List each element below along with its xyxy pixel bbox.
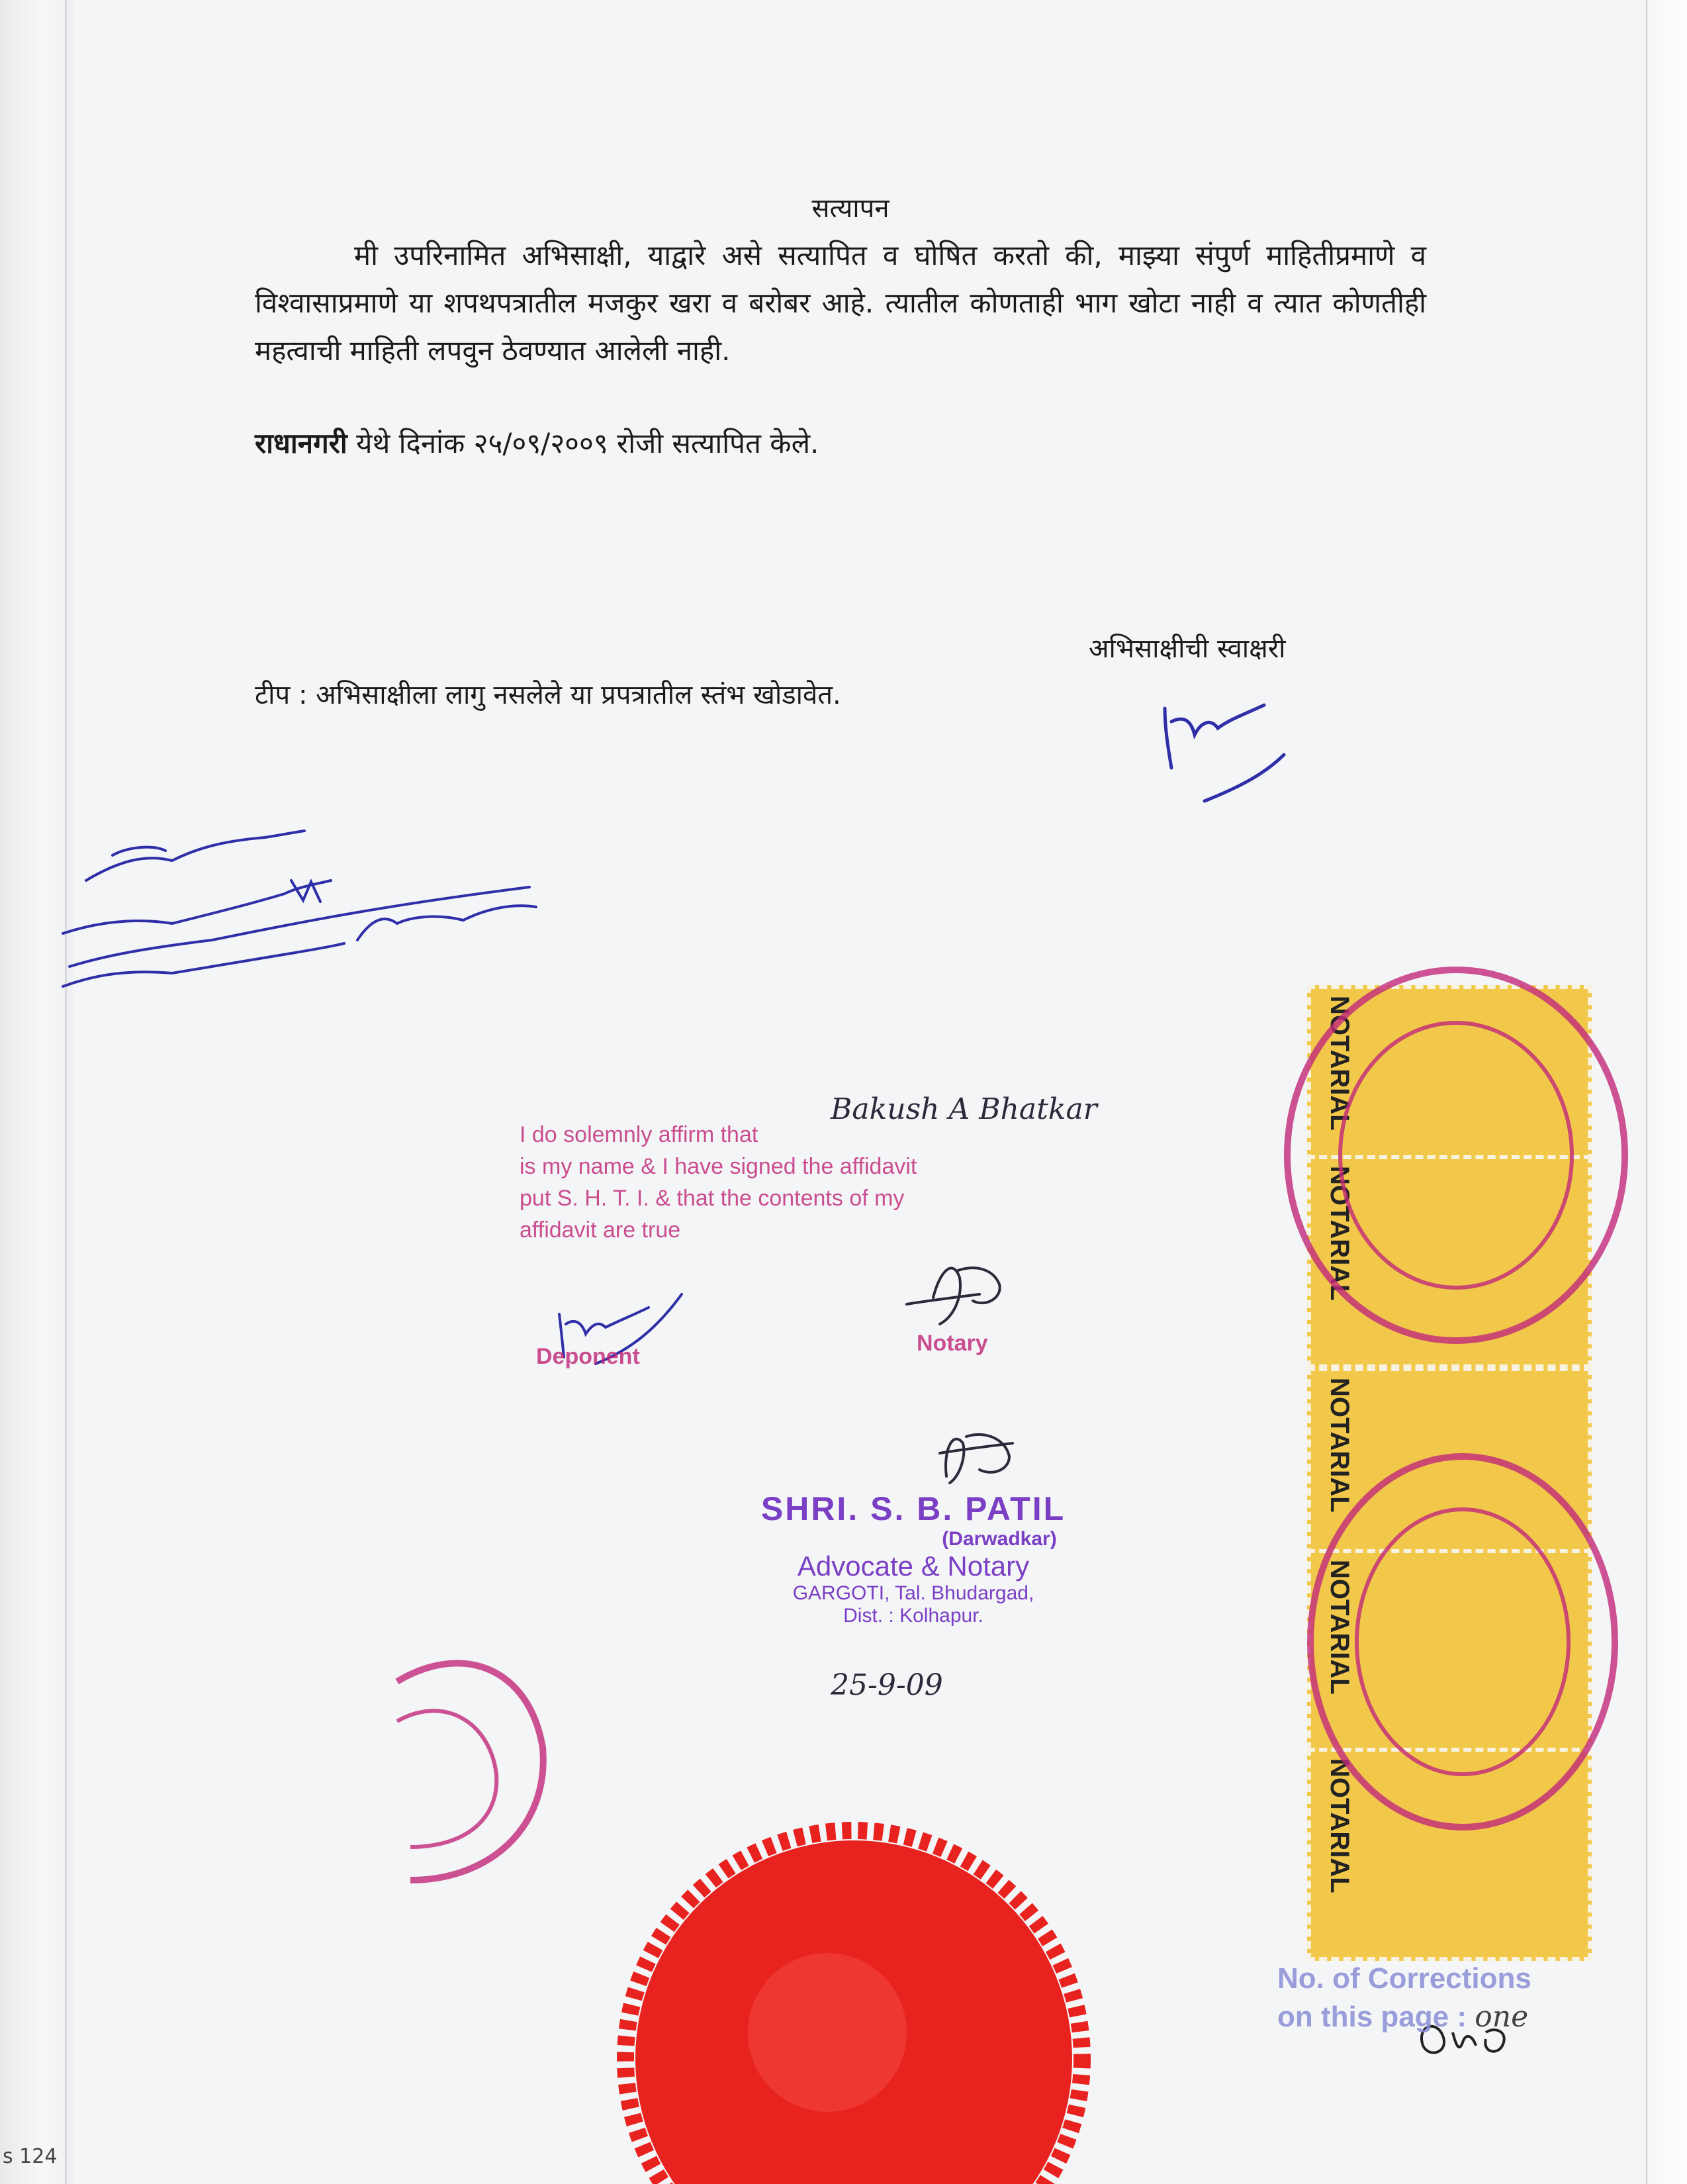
notary-label: Notary bbox=[917, 1331, 988, 1356]
affirmation-line-4: affidavit are true bbox=[520, 1217, 681, 1243]
notarial-stamp: NOTARIAL bbox=[1307, 1367, 1592, 1580]
notarial-stamp: NOTARIAL bbox=[1307, 1155, 1592, 1368]
place-name: राधानगरी bbox=[255, 427, 347, 459]
advocate-alias: (Darwadkar) bbox=[942, 1528, 1057, 1550]
notarial-stamp: NOTARIAL bbox=[1307, 1549, 1592, 1762]
advocate-name: SHRI. S. B. PATIL bbox=[760, 1490, 1066, 1527]
advocate-stamp bbox=[728, 1490, 1099, 1627]
dateline-text: येथे दिनांक २५/०९/२००९ रोजी सत्यापित केले. bbox=[347, 427, 819, 459]
affirmation-line-3: put S. H. T. I. & that the contents of my bbox=[520, 1186, 905, 1211]
deponent-signature-label: अभिसाक्षीची स्वाक्षरी bbox=[1089, 634, 1286, 664]
affirmation-line-2: is my name & I have signed the affidavit bbox=[520, 1154, 917, 1179]
verification-paragraph: मी उपरिनामित अभिसाक्षी, याद्वारे असे सत्यापित व घोषित करतो की, माझ्या संपुर्ण माहितीप्रमाणे व विश्वासाप्रमाणे या शपथपत्रातील मजकुर खरा व बरोबर आहे. त्यातील कोणताही भाग खोटा नाही व त्यात कोणतीही महत्वाची माहिती लपवुन ठेवण्यात आलेली नाही. bbox=[255, 239, 1427, 367]
partial-round-stamp bbox=[397, 1663, 543, 1880]
deponent-signature bbox=[1165, 705, 1284, 801]
affirmation-stamp bbox=[520, 1119, 1036, 1246]
verification-heading: सत्यापन bbox=[811, 193, 889, 224]
red-wax-seal bbox=[625, 1830, 1082, 2184]
margin-handwriting bbox=[63, 831, 536, 986]
notary-round-stamps bbox=[1287, 970, 1625, 1827]
advocate-address-2: Dist. : Kolhapur. bbox=[843, 1605, 983, 1627]
corrections-stamp bbox=[1277, 1960, 1531, 2036]
margin-number: s 124 bbox=[3, 2145, 58, 2168]
footnote: टीप : अभिसाक्षीला लागु नसलेले या प्रपत्रातील स्तंभ खोडावेत. bbox=[255, 680, 841, 710]
corrections-label: No. of Corrections bbox=[1277, 1962, 1531, 1995]
corrections-line-2: on this page : one bbox=[1277, 2000, 1529, 2034]
handwritten-deponent-name: Bakush A Bhatkar bbox=[831, 1092, 1097, 1126]
notary-signature-2 bbox=[940, 1435, 1013, 1483]
notary-signature bbox=[907, 1268, 1000, 1324]
notarial-stamp: NOTARIAL bbox=[1307, 1748, 1592, 1961]
advocate-title: Advocate & Notary bbox=[797, 1550, 1030, 1582]
affirmation-line-1: I do solemnly affirm that bbox=[520, 1122, 758, 1147]
notarial-stamp: NOTARIAL bbox=[1307, 985, 1592, 1198]
advocate-address-1: GARGOTI, Tal. Bhudargad, bbox=[792, 1582, 1034, 1604]
handwritten-date: 25-9-09 bbox=[831, 1668, 943, 1702]
corrections-value: one bbox=[1475, 2000, 1529, 2034]
deponent-label: Deponent bbox=[536, 1344, 640, 1369]
